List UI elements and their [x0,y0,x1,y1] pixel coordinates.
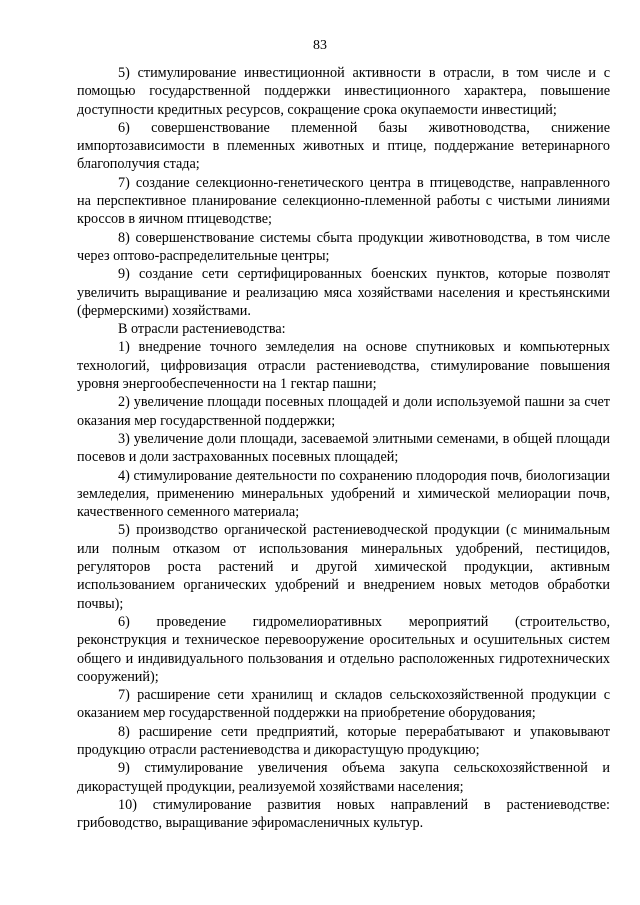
paragraph-crop-item-10: 10) стимулирование развития новых направлений в растениеводстве: грибоводство, выращивание эфиромасленичных культур. [77,796,610,832]
paragraph-crop-item-5: 5) производство органической растениеводческой продукции (с минимальным или полным отказом от использования минеральных удобрений, пестицидов, регуляторов роста растений и другой химической продукции, активным использованием органических удобрений и внедрением новых методов обработки почвы); [77,522,610,612]
paragraph-livestock-item-7: 7) создание селекционно-генетического центра в птицеводстве, направленного на перспективное планирование селекционно-племенной работы с чистыми линиями кроссов в яичном птицеводстве; [77,174,610,228]
paragraph-crop-item-6: 6) проведение гидромелиоративных мероприятий (строительство, реконструкция и техническое перевооружение оросительных и осушительных систем общего и индивидуального пользования и отдельно расположенных гидротехнических сооружений); [77,613,610,685]
section-heading-crop-production: В отрасли растениеводства: [118,321,286,338]
paragraph-livestock-item-6: 6) совершенствование племенной базы животноводства, снижение импортозависимости в племенных животных и птице, поддержание ветеринарного благополучия стада; [77,119,610,173]
paragraph-livestock-item-8: 8) совершенствование системы сбыта продукции животноводства, в том числе через оптово-распределительные центры; [77,229,610,264]
paragraph-livestock-item-5: 5) стимулирование инвестиционной активности в отрасли, в том числе и с помощью государственной поддержки инвестиционного характера, повышение доступности кредитных ресурсов, сокращение срока окупаемости инвестиций; [77,65,610,118]
page-number: 83 [313,38,327,53]
paragraph-livestock-item-9: 9) создание сети сертифицированных боенских пунктов, которые позволят увеличить выращивание и реализацию мяса хозяйствами населения и крестьянскими (фермерскими) хозяйствами. [77,266,610,319]
paragraph-crop-item-3: 3) увеличение доли площади, засеваемой элитными семенами, в общей площади посевов и доли застрахованных посевных площадей; [77,430,610,466]
paragraph-crop-item-7: 7) расширение сети хранилищ и складов сельскохозяйственной продукции с оказанием мер государственной поддержки на приобретение оборудования; [77,687,610,722]
paragraph-crop-item-1: 1) внедрение точного земледелия на основе спутниковых и компьютерных технологий, цифровизация отрасли растениеводства, стимулирование повышения уровня энергообеспеченности на 1 гектар пашни; [77,339,610,393]
paragraph-crop-item-8: 8) расширение сети предприятий, которые перерабатывают и упаковывают продукцию отрасли растениеводства и дикорастущую продукцию; [77,723,610,758]
paragraph-crop-item-2: 2) увеличение площади посевных площадей и доли используемой пашни за счет оказания мер государственной поддержки; [77,394,610,429]
paragraph-crop-item-4: 4) стимулирование деятельности по сохранению плодородия почв, биологизации земледелия, применению минеральных удобрений и химической мелиорации почв, качественного семенного материала; [77,467,610,521]
paragraph-crop-item-9: 9) стимулирование увеличения объема закупа сельскохозяйственной и дикорастущей продукции, реализуемой хозяйствами населения; [77,760,610,795]
document-body [77,64,610,832]
